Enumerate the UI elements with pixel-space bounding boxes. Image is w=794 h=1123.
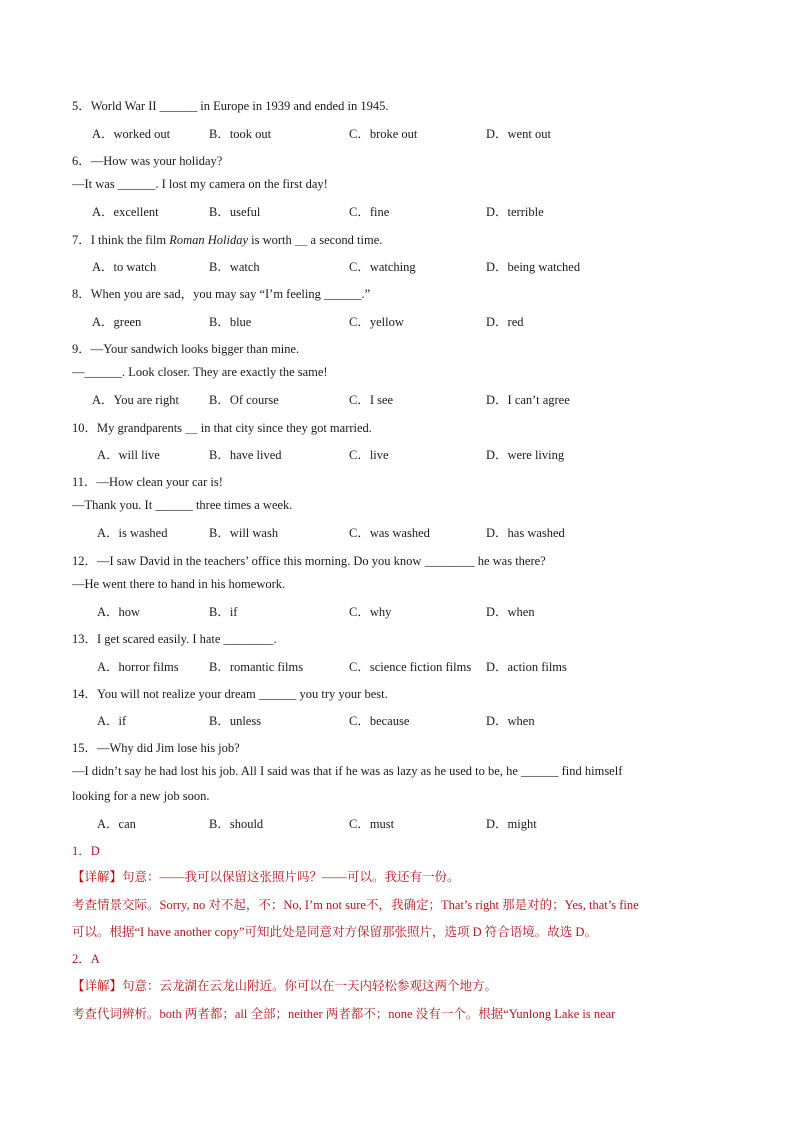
question-stem: 8．When you are sad，you may say “I’m feeling ______.”: [72, 287, 371, 301]
option-a: A．if: [97, 714, 127, 728]
option-d: D．were living: [486, 448, 565, 462]
film-title: Roman Holiday: [169, 233, 249, 247]
option-a: A．to watch: [92, 260, 157, 274]
question-stem-line: —It was ______. I lost my camera on the first day!: [72, 177, 328, 191]
option-a: A．will live: [97, 448, 160, 462]
answer-number: 1．D: [72, 844, 100, 858]
option-a: A．green: [92, 315, 142, 329]
option-c: C．fine: [349, 205, 390, 219]
option-c: C．why: [349, 605, 392, 619]
question-stem: 12．—I saw David in the teachers’ office this morning. Do you know ________ he was there?: [72, 554, 546, 568]
option-a: A．worked out: [92, 127, 171, 141]
option-a: A．is washed: [97, 526, 168, 540]
option-b: B．romantic films: [209, 660, 304, 674]
option-a: A．how: [97, 605, 141, 619]
question-stem: 14．You will not realize your dream ______ you try your best.: [72, 687, 388, 701]
question-stem: 9．—Your sandwich looks bigger than mine.: [72, 342, 300, 356]
option-b: B．took out: [209, 127, 272, 141]
answer-explanation-line: 考查代词辨析。both 两者都；all 全部；neither 两者都不；none 没有一个。根据“Yunlong Lake is near: [72, 1007, 616, 1021]
option-b: B．unless: [209, 714, 262, 728]
option-b: B．have lived: [209, 448, 282, 462]
option-d: D．when: [486, 714, 535, 728]
option-c: C．I see: [349, 393, 394, 407]
question-stem: 15．—Why did Jim lose his job?: [72, 741, 240, 755]
option-b: B．will wash: [209, 526, 279, 540]
option-c: C．broke out: [349, 127, 418, 141]
option-d: D．when: [486, 605, 535, 619]
option-c: C．must: [349, 817, 395, 831]
question-stem: 13．I get scared easily. I hate ________.: [72, 632, 277, 646]
question-stem: 7．I think the film Roman Holiday is worth ＿ a second time.: [72, 233, 383, 247]
question-stem-line: —I didn’t say he had lost his job. All I said was that if he was as lazy as he used to be, he ______ find himself: [72, 764, 623, 778]
option-a: A．horror films: [97, 660, 179, 674]
option-a: A．can: [97, 817, 136, 831]
answer-number: 2．A: [72, 952, 100, 966]
explanation-tag: 【详解】: [72, 870, 123, 884]
option-d: D．has washed: [486, 526, 565, 540]
option-d: D．I can’t agree: [486, 393, 570, 407]
answer-explanation: [72, 867, 460, 885]
question-stem-line: —______. Look closer. They are exactly the same!: [72, 365, 328, 379]
question-stem: 6．—How was your holiday?: [72, 154, 223, 168]
question-stem-line: —Thank you. It ______ three times a week.: [72, 498, 293, 512]
option-c: C．because: [349, 714, 410, 728]
answer-explanation: [72, 976, 497, 994]
option-a: A．excellent: [92, 205, 159, 219]
question-stem: 10．My grandparents ＿ in that city since they got married.: [72, 421, 372, 435]
explanation-text: 句意：云龙湖在云龙山附近。你可以在一天内轻松参观这两个地方。: [122, 979, 498, 993]
question-stem-line: —He went there to hand in his homework.: [72, 577, 286, 591]
answer-explanation-line: 考查情景交际。Sorry, no 对不起，不；No, I’m not sure不，我确定；That’s right 那是对的；Yes, that’s fine: [72, 898, 639, 912]
option-c: C．watching: [349, 260, 416, 274]
option-d: D．red: [486, 315, 524, 329]
option-c: C．was washed: [349, 526, 430, 540]
question-stem: 11．—How clean your car is!: [72, 475, 223, 489]
explanation-text: 句意：——我可以保留这张照片吗？——可以。我还有一份。: [122, 870, 460, 884]
option-c: C．yellow: [349, 315, 404, 329]
option-b: B．Of course: [209, 393, 279, 407]
option-b: B．if: [209, 605, 238, 619]
option-d: D．action films: [486, 660, 567, 674]
option-c: C．live: [349, 448, 389, 462]
option-a: A．You are right: [92, 393, 179, 407]
option-b: B．useful: [209, 205, 261, 219]
question-stem-line: looking for a new job soon.: [72, 789, 210, 803]
option-b: B．should: [209, 817, 264, 831]
option-b: B．blue: [209, 315, 252, 329]
option-b: B．watch: [209, 260, 260, 274]
option-d: D．might: [486, 817, 537, 831]
option-d: D．terrible: [486, 205, 544, 219]
option-c: C．science fiction films: [349, 660, 472, 674]
answer-explanation-line: 可以。根据“I have another copy”可知此处是同意对方保留那张照片，选项 D 符合语境。故选 D。: [72, 925, 597, 939]
explanation-tag: 【详解】: [72, 979, 123, 993]
option-d: D．went out: [486, 127, 551, 141]
option-d: D．being watched: [486, 260, 581, 274]
question-stem: 5．World War II ______ in Europe in 1939 and ended in 1945.: [72, 99, 389, 113]
